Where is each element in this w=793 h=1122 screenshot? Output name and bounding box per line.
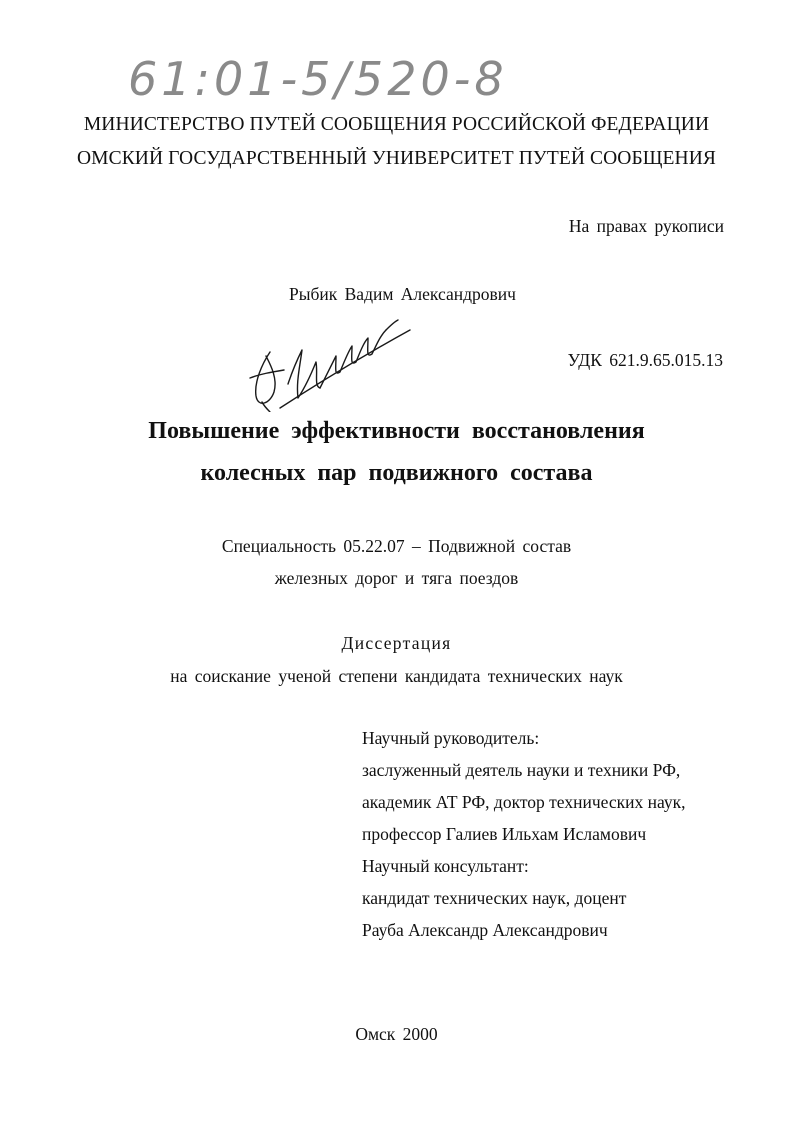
specialty-line-2: железных дорог и тяга поездов (274, 568, 519, 588)
title-line-1: Повышение эффективности восстановления (148, 418, 645, 444)
udc-code: УДК 621.9.65.015.13 (567, 350, 723, 370)
handwritten-archive-number: 61:01-5/520-8 (128, 52, 508, 106)
ministry-name: МИНИСТЕРСТВО ПУТЕЙ СООБЩЕНИЯ РОССИЙСКОЙ ФЕДЕРАЦИИ (83, 114, 710, 135)
consultant-heading: Научный консультант: (362, 856, 529, 876)
consultant-name: Рауба Александр Александрович (362, 920, 608, 940)
title-line-2: колесных пар подвижного состава (200, 460, 593, 486)
manuscript-rights: На правах рукописи (568, 216, 724, 236)
supervisor-heading: Научный руководитель: (362, 728, 540, 748)
degree-subtitle: на соискание ученой степени кандидата технических наук (170, 666, 623, 686)
supervisor-title-2: академик АТ РФ, доктор технических наук, (362, 792, 686, 812)
author-signature (240, 312, 415, 412)
supervisor-title-1: заслуженный деятель науки и техники РФ, (362, 760, 681, 780)
supervisors-block (362, 722, 685, 946)
author-name: Рыбик Вадим Александрович (289, 284, 516, 304)
consultant-title: кандидат технических наук, доцент (362, 888, 627, 908)
specialty-line-1: Специальность 05.22.07 – Подвижной состав (221, 536, 572, 556)
university-name: ОМСКИЙ ГОСУДАРСТВЕННЫЙ УНИВЕРСИТЕТ ПУТЕЙ СООБЩЕНИЯ (76, 148, 717, 169)
supervisor-name: профессор Галиев Ильхам Исламович (362, 824, 647, 844)
dissertation-label: Диссертация (341, 633, 452, 653)
place-year: Омск 2000 (355, 1024, 438, 1044)
